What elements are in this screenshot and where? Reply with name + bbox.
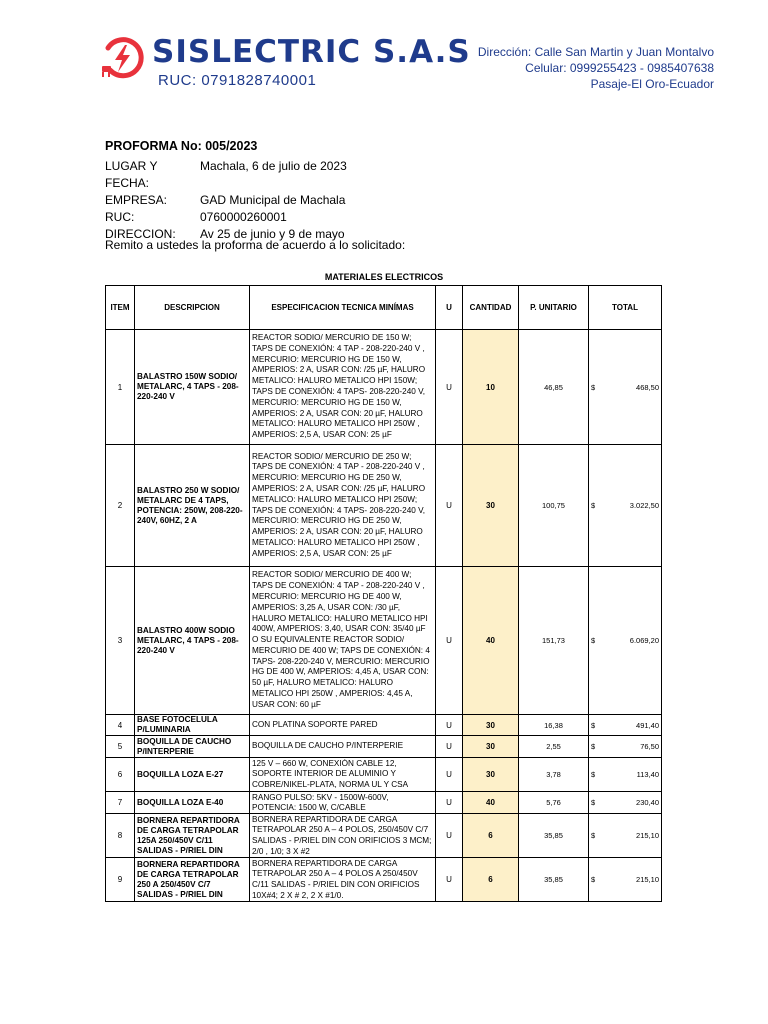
cell-spec-text: BORNERA REPARTIDORA DE CARGA TETRAPOLAR 250 A – 4 POLOS, 250/450V C/7 SALIDAS - P/RIEL DIN CON ORIFICIOS 3 MCM; 2/0 , 1/0; 3 X #2: [252, 814, 432, 856]
cell-unit-price: 35,85: [519, 858, 589, 902]
cell-spec: [250, 814, 436, 858]
table-row: [106, 567, 662, 715]
cell-description: BOQUILLA LOZA E-40: [135, 792, 250, 814]
currency-symbol: $: [591, 798, 596, 807]
cell-unit-price: 16,38: [519, 715, 589, 736]
info-row-empresa: [105, 192, 347, 209]
cell-item: 1: [106, 330, 135, 445]
cell-item: 4: [106, 715, 135, 736]
cell-total: [589, 814, 662, 858]
cell-unit: U: [436, 858, 463, 902]
cell-description: BORNERA REPARTIDORA DE CARGA TETRAPOLAR 250 A 250/450V C/7 SALIDAS - P/RIEL DIN: [135, 858, 250, 902]
total-amount: 215,10: [636, 875, 659, 884]
cell-quantity: 30: [463, 445, 519, 567]
cell-quantity: 30: [463, 715, 519, 736]
total-amount: 468,50: [636, 382, 659, 392]
table-row: [106, 330, 662, 445]
cell-spec: [250, 792, 436, 814]
company-phone: Celular: 0999255423 - 0985407638: [525, 61, 714, 75]
cell-unit-price: 46,85: [519, 330, 589, 445]
currency-symbol: $: [591, 382, 596, 392]
cell-unit-price: 3,78: [519, 758, 589, 792]
company-address: Dirección: Calle San Martin y Juan Montalvo: [477, 45, 714, 59]
total-amount: 491,40: [636, 720, 659, 730]
cell-description: BOQUILLA LOZA E-27: [135, 758, 250, 792]
company-contact: [478, 44, 714, 92]
materials-table: [105, 285, 662, 902]
cell-spec-text: REACTOR SODIO/ MERCURIO DE 400 W; TAPS DE CONEXIÓN: 4 TAP - 208-220-240 V , MERCURIO: MERCURIO HG DE 400 W, AMPERIOS: 3,25 A, USAR CON: /30 µF, HALURO METALICO: HALURO METALICO HPI 400W, AMPERIOS: 3,40, USAR CON: 35/40 µF O SU EQUIVALENTE REACTOR SODIO/ MERCURIO DE 400 W; TAPS DE CONEXIÓN: 4 TAPS- 208-220-240 V, MERCURIO: MERCURIO HG DE 400 W, AMPERIOS: 4,45 A, USAR CON: 50 µF, HALURO METALICO: HALURO METALICO HPI 250W , AMPERIOS: 4,45 A, USAR CON: 60 µF: [252, 570, 430, 709]
company-location: Pasaje-El Oro-Ecuador: [590, 77, 714, 91]
cell-quantity: 6: [463, 814, 519, 858]
table-row: [106, 814, 662, 858]
info-value: Machala, 6 de julio de 2023: [200, 159, 347, 173]
cell-unit: U: [436, 814, 463, 858]
proforma-info: [105, 158, 347, 243]
cell-item: 3: [106, 567, 135, 715]
cell-unit-price: 5,76: [519, 792, 589, 814]
cell-spec: [250, 715, 436, 736]
cell-unit: U: [436, 792, 463, 814]
intro-text: Remito a ustedes la proforma de acuerdo a lo solicitado:: [105, 238, 406, 252]
cell-unit: U: [436, 567, 463, 715]
info-row-ruc: [105, 209, 347, 226]
info-row-fecha: [105, 158, 347, 192]
cell-unit: U: [436, 758, 463, 792]
table-row: [106, 445, 662, 567]
cell-quantity: 40: [463, 567, 519, 715]
cell-spec-text: REACTOR SODIO/ MERCURIO DE 150 W; TAPS DE CONEXIÓN: 4 TAP - 208-220-240 V , MERCURIO: MERCURIO HG DE 150 W, AMPERIOS: 2 A, USAR CON: /25 µF, HALURO METALICO: HALURO METALICO HPI 150W; TAPS DE CONEXIÓN: 4 TAPS- 208-220-240 V, MERCURIO: MERCURIO HG DE 150 W, AMPERIOS: 2 A, USAR CON: 20 µF, HALURO METALICO: HALURO METALICO HPI 250W , AMPERIOS: 2,5 A, USAR CON: 25 µF: [252, 333, 426, 440]
proforma-title: PROFORMA No: 005/2023: [105, 139, 258, 153]
lightning-plug-icon: [100, 36, 144, 80]
cell-item: 2: [106, 445, 135, 567]
cell-description: BASE FOTOCELULA P/LUMINARIA: [135, 715, 250, 736]
table-row: [106, 858, 662, 902]
currency-symbol: $: [591, 770, 596, 779]
company-name: SISLECTRIC S.A.S: [152, 34, 471, 70]
cell-spec-text: BOQUILLA DE CAUCHO P/INTERPERIE: [252, 741, 404, 751]
cell-description: BOQUILLA DE CAUCHO P/INTERPERIE: [135, 736, 250, 758]
cell-quantity: 40: [463, 792, 519, 814]
cell-total: [589, 445, 662, 567]
total-amount: 230,40: [636, 798, 659, 807]
cell-total: [589, 758, 662, 792]
cell-quantity: 30: [463, 736, 519, 758]
cell-unit-price: 35,85: [519, 814, 589, 858]
currency-symbol: $: [591, 742, 596, 751]
cell-quantity: 6: [463, 858, 519, 902]
cell-spec: [250, 736, 436, 758]
currency-symbol: $: [591, 636, 596, 645]
cell-unit: U: [436, 715, 463, 736]
header-spec: ESPECIFICACION TECNICA MINÍMAS: [250, 286, 436, 330]
table-row: [106, 736, 662, 758]
company-ruc: RUC: 0791828740001: [158, 72, 317, 89]
currency-symbol: $: [591, 720, 596, 730]
cell-total: [589, 858, 662, 902]
table-body: [106, 330, 662, 902]
cell-spec-text: RANGO PULSO: 5KV - 1500W-600V, POTENCIA: 1500 W, C/CABLE: [252, 792, 389, 813]
cell-total: [589, 567, 662, 715]
total-amount: 3.022,50: [629, 501, 659, 510]
cell-description: BORNERA REPARTIDORA DE CARGA TETRAPOLAR 125A 250/450V C/11 SALIDAS - P/RIEL DIN: [135, 814, 250, 858]
cell-spec: [250, 445, 436, 567]
cell-spec: [250, 858, 436, 902]
info-value: GAD Municipal de Machala: [200, 193, 346, 207]
cell-spec-text: CON PLATINA SOPORTE PARED: [252, 719, 378, 729]
table-row: [106, 758, 662, 792]
cell-spec-text: BORNERA REPARTIDORA DE CARGA TETRAPOLAR 250 A – 4 POLOS A 250/450V C/11 SALIDAS - P/RIEL DIN CON ORIFICIOS 10X#4; 2 X # 2, 2 X #1/0.: [252, 858, 420, 900]
cell-item: 8: [106, 814, 135, 858]
cell-spec-text: 125 V – 660 W, CONEXIÓN CABLE 12, SOPORTE INTERIOR DE ALUMINIO Y COBRE/NIKEL-PLATA, NORMA UL Y CSA: [252, 758, 409, 790]
total-amount: 76,50: [640, 742, 659, 751]
total-amount: 113,40: [636, 770, 659, 779]
cell-unit-price: 2,55: [519, 736, 589, 758]
cell-total: [589, 330, 662, 445]
table-title: MATERIALES ELECTRICOS: [324, 272, 444, 282]
cell-quantity: 30: [463, 758, 519, 792]
info-value: Av 25 de junio y 9 de mayo: [200, 227, 345, 241]
cell-quantity: 10: [463, 330, 519, 445]
cell-total: [589, 736, 662, 758]
cell-unit: U: [436, 445, 463, 567]
cell-unit-price: 100,75: [519, 445, 589, 567]
info-label: DIRECCION:: [105, 227, 176, 241]
cell-description: BALASTRO 250 W SODIO/ METALARC DE 4 TAPS, POTENCIA: 250W, 208-220-240V, 60HZ, 2 A: [135, 445, 250, 567]
cell-item: 6: [106, 758, 135, 792]
cell-unit: U: [436, 330, 463, 445]
cell-spec: [250, 567, 436, 715]
cell-item: 9: [106, 858, 135, 902]
cell-unit: U: [436, 736, 463, 758]
cell-item: 7: [106, 792, 135, 814]
currency-symbol: $: [591, 831, 596, 840]
header-qty: CANTIDAD: [463, 286, 519, 330]
cell-item: 5: [106, 736, 135, 758]
cell-description: BALASTRO 400W SODIO METALARC, 4 TAPS - 208-220-240 V: [135, 567, 250, 715]
header-unit: U: [436, 286, 463, 330]
table-header-row: [106, 286, 662, 330]
currency-symbol: $: [591, 501, 596, 510]
cell-total: [589, 792, 662, 814]
header-total: TOTAL: [589, 286, 662, 330]
info-value: 0760000260001: [200, 210, 287, 224]
info-label: LUGAR Y FECHA:: [105, 159, 158, 190]
cell-spec-text: REACTOR SODIO/ MERCURIO DE 250 W; TAPS DE CONEXIÓN: 4 TAP - 208-220-240 V , MERCURIO: MERCURIO HG DE 250 W, AMPERIOS: 2 A, USAR CON: /25 µF, HALURO METALICO: HALURO METALICO HPI 250W; TAPS DE CONEXIÓN: 4 TAPS- 208-220-240 V, MERCURIO: MERCURIO HG DE 250 W, AMPERIOS: 2 A, USAR CON: 20 µF, HALURO METALICO: HALURO METALICO HPI 250W , AMPERIOS: 2,5 A, USAR CON: 25 µF: [252, 451, 426, 558]
cell-total: [589, 715, 662, 736]
table-row: [106, 715, 662, 736]
header-desc: DESCRIPCION: [135, 286, 250, 330]
cell-spec: [250, 330, 436, 445]
total-amount: 6.069,20: [629, 636, 659, 645]
header-item: ITEM: [106, 286, 135, 330]
table-row: [106, 792, 662, 814]
info-label: RUC:: [105, 210, 135, 224]
cell-spec: [250, 758, 436, 792]
total-amount: 215,10: [636, 831, 659, 840]
cell-unit-price: 151,73: [519, 567, 589, 715]
currency-symbol: $: [591, 875, 596, 884]
info-label: EMPRESA:: [105, 193, 168, 207]
cell-description: BALASTRO 150W SODIO/ METALARC, 4 TAPS - 208-220-240 V: [135, 330, 250, 445]
header-unit-price: P. UNITARIO: [519, 286, 589, 330]
